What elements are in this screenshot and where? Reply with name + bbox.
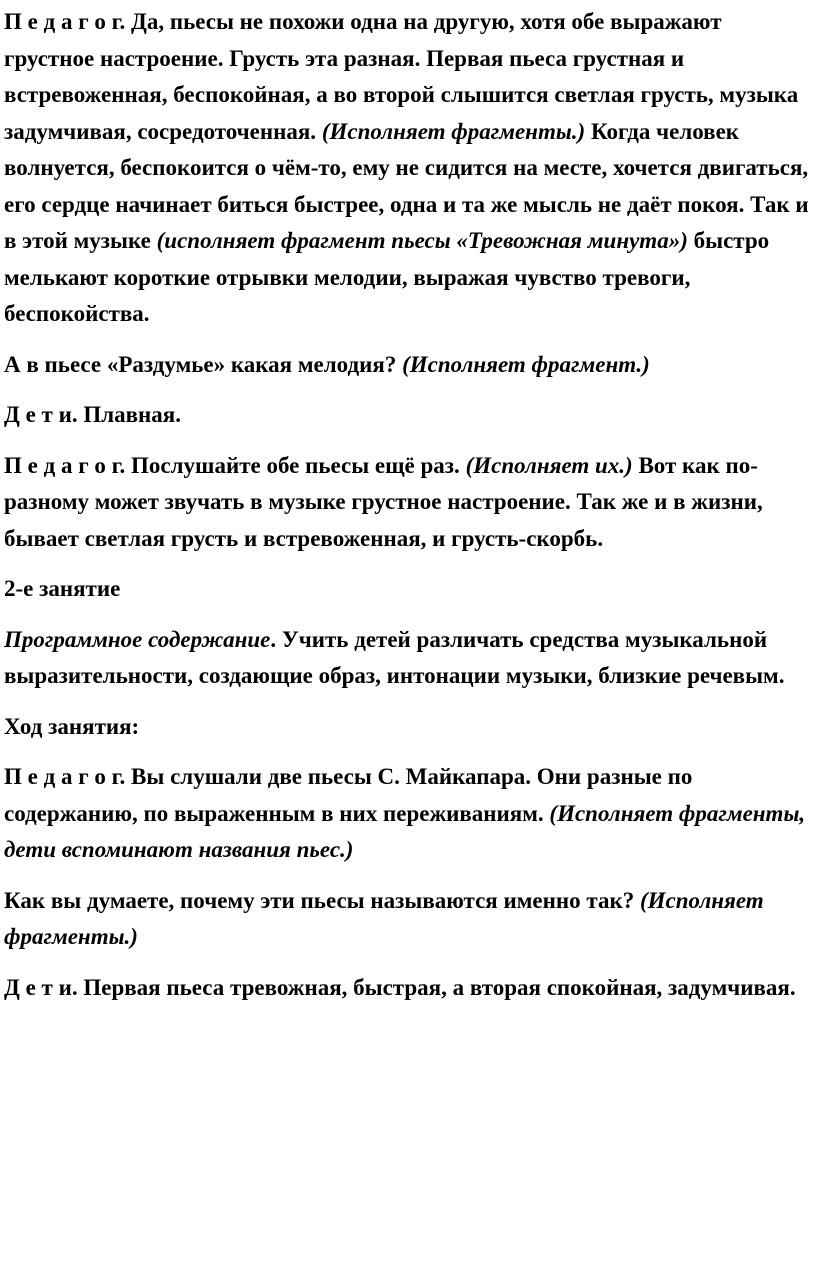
lesson-progress-heading — [4, 709, 810, 746]
heading-text: Ход занятия: — [4, 713, 140, 739]
paragraph-text: быстро мелькают короткие отрывки мелодии, выражая чувство тревоги, беспокойства. — [4, 228, 770, 326]
paragraph-question-2 — [4, 883, 810, 956]
speaker-label: П е д а г о г. — [4, 452, 126, 478]
speaker-label: Д е т и. — [4, 402, 78, 427]
lesson-heading — [4, 571, 810, 608]
paragraph-text: Как вы думаете, почему эти пьесы называются именно так? — [4, 887, 640, 913]
paragraph-text: Вот как по-разному может звучать в музыке грустное настроение. Так же и в жизни, бывает светлая грусть и встревоженная, и грусть-скорбь. — [4, 452, 763, 551]
speaker-label: П е д а г о г. — [4, 764, 126, 789]
stage-direction: (Исполняет фрагменты.) — [321, 118, 586, 144]
paragraph-teacher-1 — [4, 4, 810, 333]
paragraph-children-1 — [4, 397, 810, 434]
paragraph-question-1 — [4, 347, 810, 384]
paragraph-text: А в пьесе «Раздумье» какая мелодия? — [4, 351, 403, 377]
paragraph-text: . Учить детей различать средства музыкальной выразительности, создающие образ, интонации музыки, близкие речевым. — [4, 626, 785, 688]
stage-direction: (исполняет фрагмент пьесы «Тревожная минута») — [156, 228, 688, 253]
paragraph-text: Послушайте обе пьесы ещё раз. — [125, 452, 466, 478]
stage-direction: (Исполняет их.) — [465, 452, 633, 478]
heading-text: 2-е занятие — [4, 576, 121, 601]
stage-direction: (Исполняет фрагменты.) — [4, 887, 764, 949]
paragraph-teacher-3 — [4, 759, 810, 869]
speaker-label: П е д а г о г. — [4, 9, 126, 34]
paragraph-teacher-2 — [4, 448, 810, 558]
stage-direction: (Исполняет фрагменты, дети вспоминают названия пьес.) — [4, 800, 806, 862]
paragraph-children-2 — [4, 970, 810, 1007]
paragraph-text: Вы слушали две пьесы С. Майкапара. Они разные по содержанию, по выраженным в них переживаниям. — [4, 764, 693, 826]
paragraph-text: Да, пьесы не похожи одна на другую, хотя обе выражают грустное настроение. Грусть эта разная. Первая пьеса грустная и встревоженная, беспокойная, а во второй слышится светлая грусть, музыка задумчивая, сосредоточенная. — [4, 9, 799, 144]
speaker-label: Д е т и. — [4, 974, 78, 1000]
stage-direction: (Исполняет фрагмент.) — [402, 351, 650, 377]
paragraph-text: Первая пьеса тревожная, быстрая, а вторая спокойная, задумчивая. — [77, 974, 796, 1000]
paragraph-program-content — [4, 622, 810, 695]
paragraph-text: Когда человек волнуется, беспокоится о чём-то, ему не сидится на месте, хочется двигаться, его сердце начинает биться быстрее, одна и та же мысль не даёт покоя. Так и в этой музыке — [4, 118, 809, 253]
program-content-label: Программное содержание — [4, 626, 271, 652]
paragraph-text: Плавная. — [77, 402, 182, 427]
